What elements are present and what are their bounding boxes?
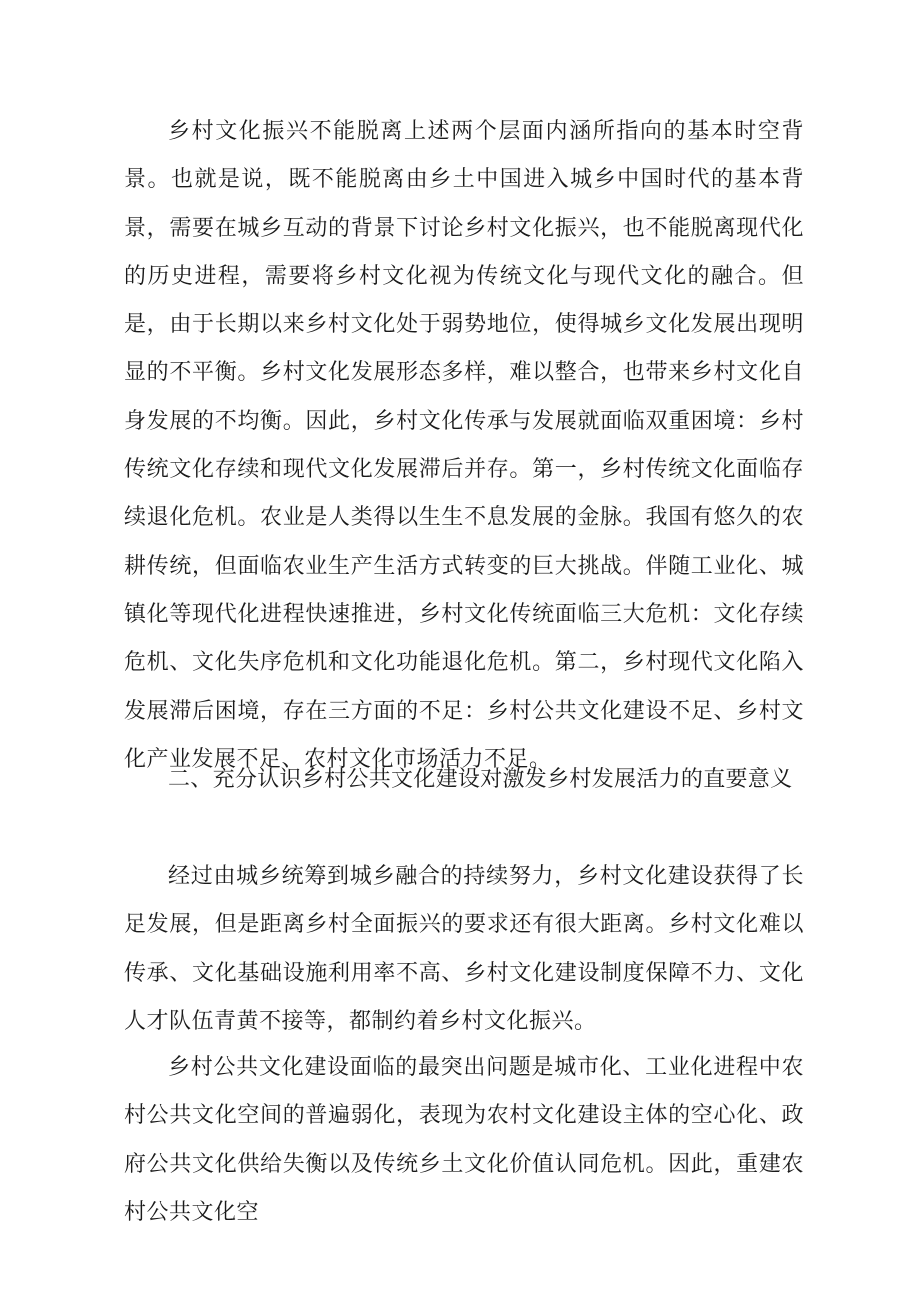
body-paragraph: 乡村文化振兴不能脱离上述两个层面内涵所指向的基本时空背景。也就是说，既不能脱离由乡土中国进入城乡中国时代的基本背景，需要在城乡互动的背景下讨论乡村文化振兴，也不能脱离现代化的历史进程，需要将乡村文化视为传统文化与现代文化的融合。但是，由于长期以来乡村文化处于弱势地位，使得城乡文化发展出现明显的不平衡。乡村文化发展形态多样，难以整合，也带来乡村文化自身发展的不均衡。因此，乡村文化传承与发展就面临双重困境：乡村传统文化存续和现代文化发展滞后并存。第一，乡村传统文化面临存续退化危机。农业是人类得以生生不息发展的金脉。我国有悠久的农耕传统，但面临农业生产生活方式转变的巨大挑战。伴随工业化、城镇化等现代化进程快速推进，乡村文化传统面临三大危机：文化存续危机、文化失序危机和文化功能退化危机。第二，乡村现代文化陷入发展滞后困境，存在三方面的不足：乡村公共文化建设不足、乡村文化产业发展不足、农村文化市场活力不足。 bbox=[124, 119, 804, 772]
section-heading: 二、充分认识乡村公共文化建设对激发乡村发展活力的直要意义 bbox=[168, 767, 793, 792]
body-paragraph: 乡村公共文化建设面临的最突出问题是城市化、工业化进程中农村公共文化空间的普遍弱化，表现为农村文化建设主体的空心化、政府公共文化供给失衡以及传统乡土文化价值认同危机。因此，重建农村公共文化空 bbox=[124, 1055, 804, 1225]
body-paragraph: 经过由城乡统筹到城乡融合的持续努力，乡村文化建设获得了长足发展，但是距离乡村全面振兴的要求还有很大距离。乡村文化难以传承、文化基础设施利用率不高、乡村文化建设制度保障不力、文化人才队伍青黄不接等，都制约着乡村文化振兴。 bbox=[124, 864, 804, 1034]
